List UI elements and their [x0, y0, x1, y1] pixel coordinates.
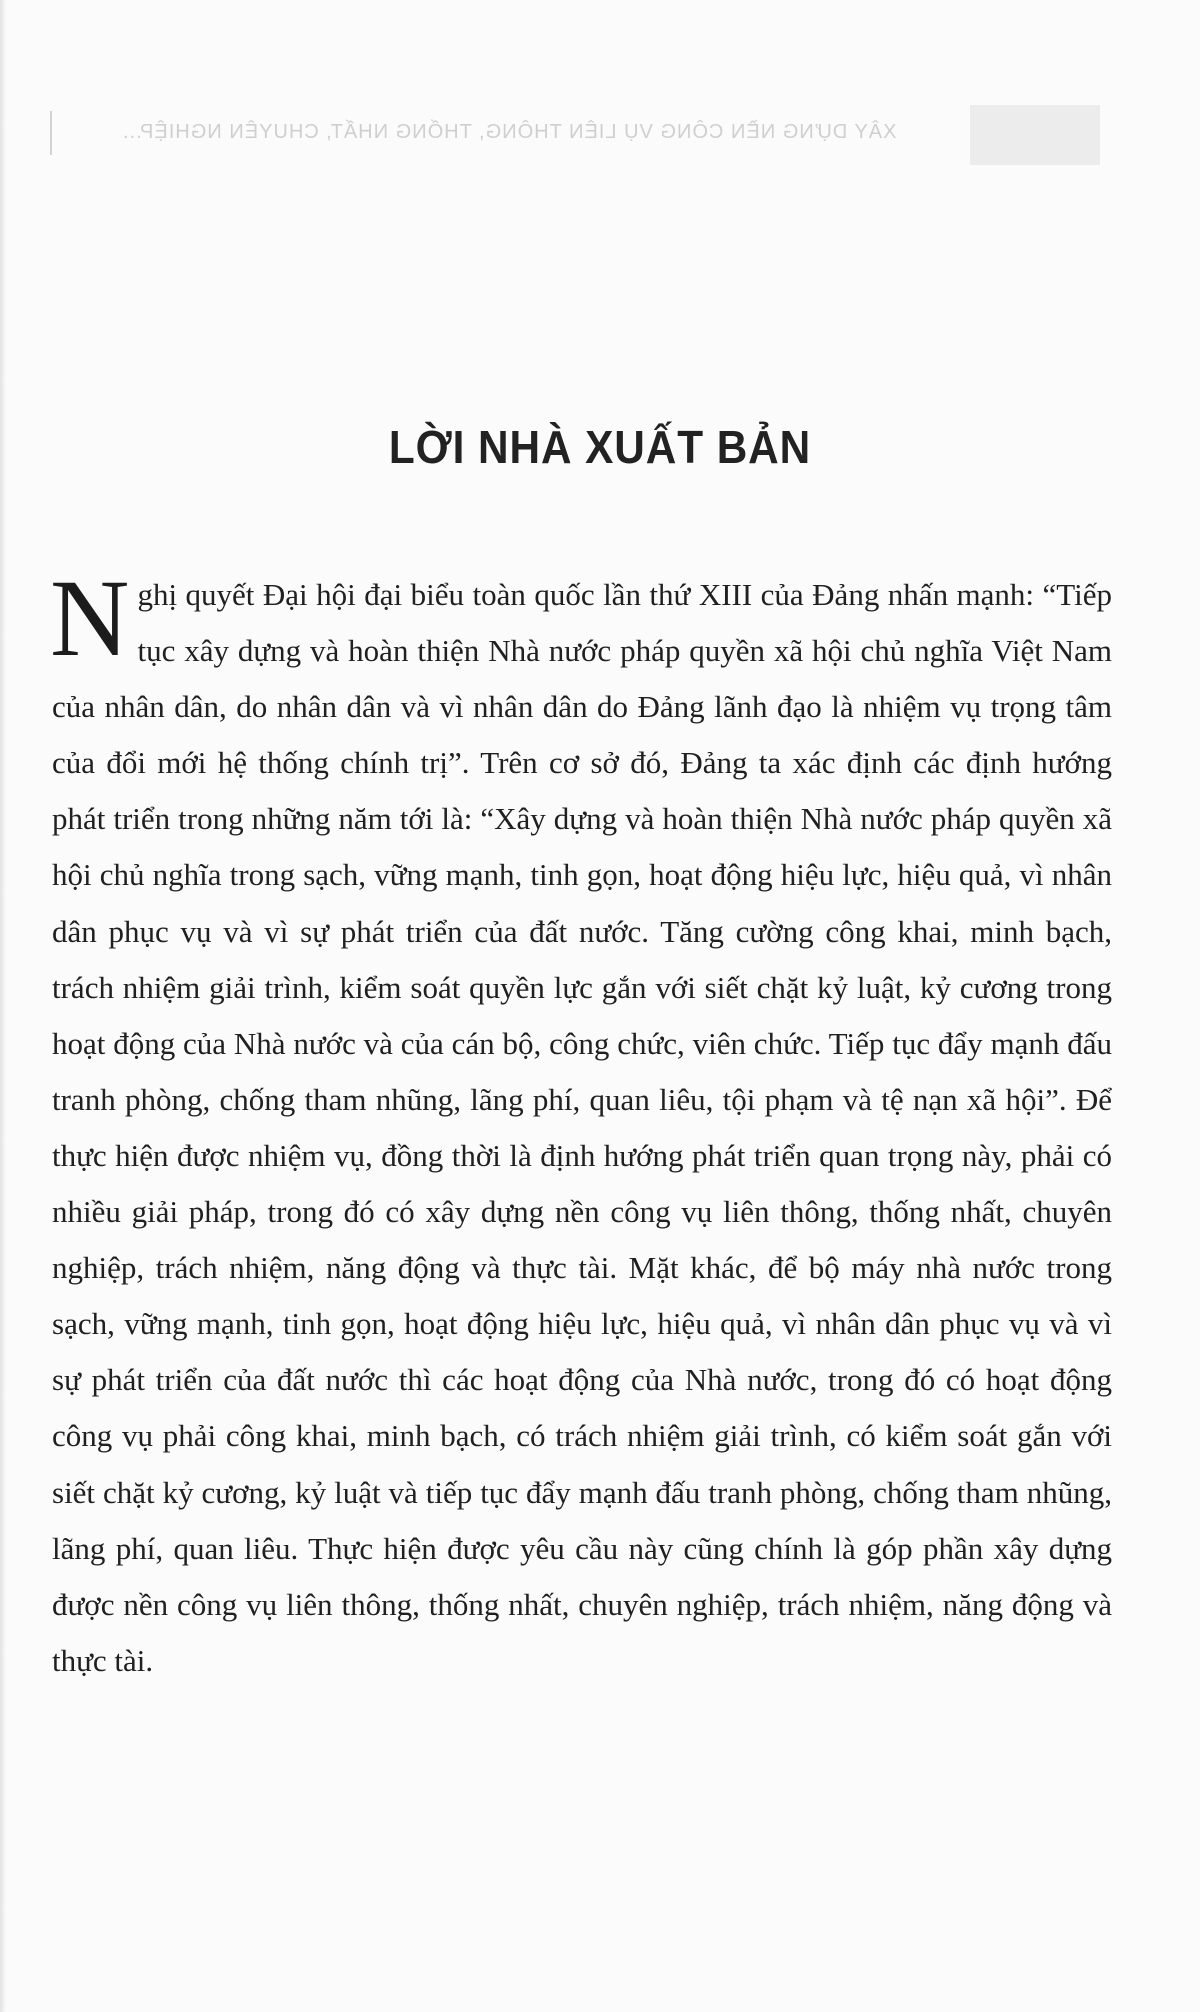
running-header: XÂY DỰNG NỀN CÔNG VỤ LIÊN THÔNG, THỐNG NHẤT, CHUYÊN NGHIỆP...	[122, 121, 897, 143]
page-title: LỜI NHÀ XUẤT BẢN	[388, 421, 812, 473]
body-text: ghị quyết Đại hội đại biểu toàn quốc lần thứ XIII của Đảng nhấn mạnh: “Tiếp tục xây dựng và hoàn thiện Nhà nước pháp quyền xã hội chủ nghĩa Việt Nam của nhân dân, do nhân dân và vì nhân dân do Đảng lãnh đạo là nhiệm vụ trọng tâm của đổi mới hệ thống chính trị”. Trên cơ sở đó, Đảng ta xác định các định hướng phát triển trong những năm tới là: “Xây dựng và hoàn thiện Nhà nước pháp quyền xã hội chủ nghĩa trong sạch, vững mạnh, tinh gọn, hoạt động hiệu lực, hiệu quả, vì nhân dân phục vụ và vì sự phát triển của đất nước. Tăng cường công khai, minh bạch, trách nhiệm giải trình, kiểm soát quyền lực gắn với siết chặt kỷ luật, kỷ cương trong hoạt động của Nhà nước và của cán bộ, công chức, viên chức. Tiếp tục đẩy mạnh đấu tranh phòng, chống tham nhũng, lãng phí, quan liêu, tội phạm và tệ nạn xã hội”. Để thực hiện được nhiệm vụ, đồng thời là định hướng phát triển quan trọng này, phải có nhiều giải pháp, trong đó có xây dựng nền công vụ liên thông, thống nhất, chuyên nghiệp, trách nhiệm, năng động và thực tài. Mặt khác, để bộ máy nhà nước trong sạch, vững mạnh, tinh gọn, hoạt động hiệu lực, hiệu quả, vì nhân dân phục vụ và vì sự phát triển của đất nước thì các hoạt động của Nhà nước, trong đó có hoạt động công vụ phải công khai, minh bạch, có trách nhiệm giải trình, có kiểm soát gắn với siết chặt kỷ cương, kỷ luật và tiếp tục đẩy mạnh đấu tranh phòng, chống tham nhũng, lãng phí, quan liêu. Thực hiện được yêu cầu này cũng chính là góp phần xây dựng được nền công vụ liên thông, thống nhất, chuyên nghiệp, trách nhiệm, năng động và thực tài.	[52, 577, 1112, 1678]
page-edge	[0, 0, 6, 2012]
body-paragraph	[50, 557, 1112, 1689]
drop-cap: N	[50, 557, 130, 679]
header-rule	[50, 111, 52, 155]
show-through-header	[50, 105, 1100, 165]
header-decoration	[970, 105, 1100, 165]
